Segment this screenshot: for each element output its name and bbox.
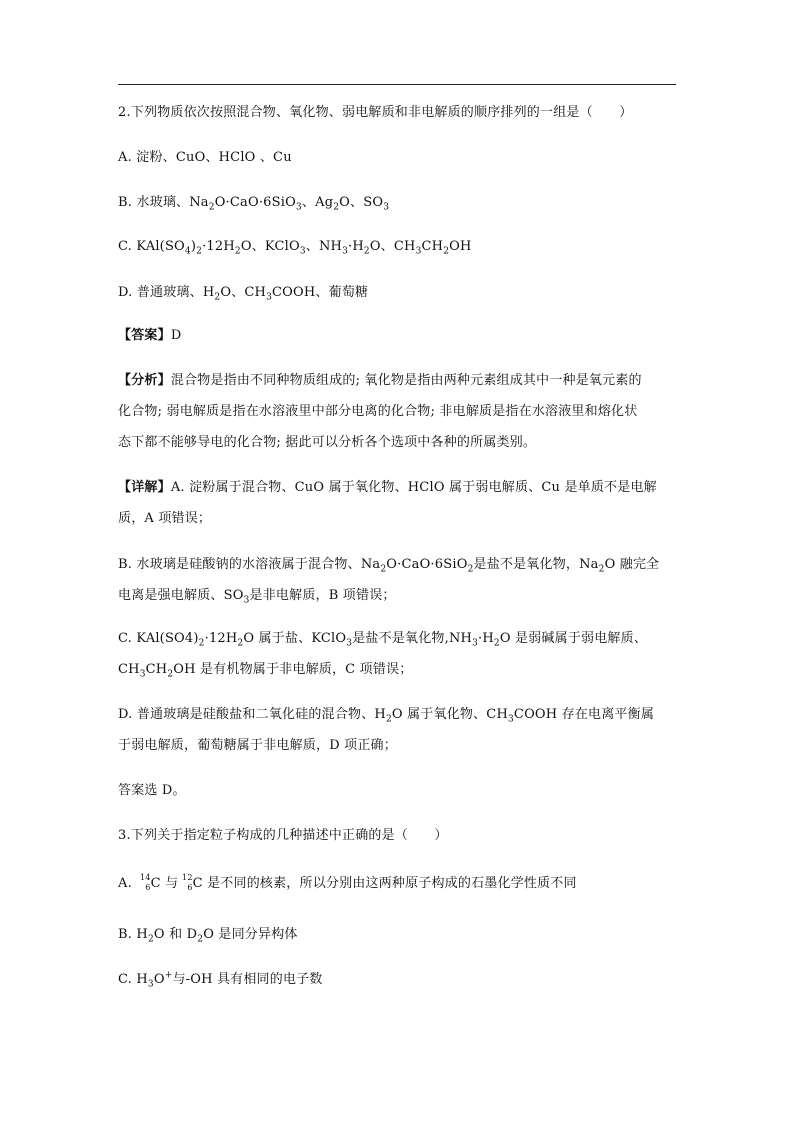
answer-line xyxy=(118,327,181,345)
analysis-label: 【分析】 xyxy=(118,373,171,388)
analysis-line-3: 态下都不能够导电的化合物; 据此可以分析各个选项中各种的所属类别。 xyxy=(118,435,537,450)
detail-label: 【详解】 xyxy=(118,480,171,495)
detail-b-line-2: 电离是强电解质、$SO_3$是非电解质，B 项错误； xyxy=(118,588,396,606)
detail-a-line-1: 【详解】A. 淀粉属于混合物、CuO 属于氧化物、HClO 属于弱电解质、Cu 是单质不是电解 xyxy=(118,480,657,495)
q3-stem: 3.下列关于指定粒子构成的几种描述中正确的是（ ） xyxy=(118,828,448,843)
analysis-line-2: 化合物; 弱电解质是指在水溶液里中部分电离的化合物; 非电解质是指在水溶液里和熔化状 xyxy=(118,404,638,419)
isotope-c14: 14 6 xyxy=(140,873,151,892)
detail-d-line-1: D. 普通玻璃是硅酸盐和二氧化硅的混合物、$H_2O$ 属于氧化物、$CH_3COOH$ 存在电离平衡属 xyxy=(118,707,655,725)
detail-d-line-2: 于弱电解质，葡萄糖属于非电解质，D 项正确； xyxy=(118,738,397,753)
q3-option-b: B. $H_2O$ 和 $D_2O$ 是同分异构体 xyxy=(118,927,298,945)
q3-option-a: A. 14 6 C 与 12 6 C 是不同的核素，所以分别由这两种原子构成的石墨化学性质不同 xyxy=(118,873,577,892)
detail-c-line-2: $CH_3CH_2OH$ 是有机物属于非电解质，C 项错误； xyxy=(118,662,413,680)
q3-option-c: C. $H_3O^+$与-OH 具有相同的电子数 xyxy=(118,970,323,990)
q2-option-a: A. 淀粉、CuO、HClO 、Cu xyxy=(118,150,292,165)
analysis-line-1: 【分析】混合物是指由不同种物质组成的; 氧化物是指由两种元素组成其中一种是氧元素的 xyxy=(118,373,642,388)
header-rule xyxy=(118,84,676,85)
answer-label: 【答案】 xyxy=(118,328,171,343)
conclusion-line: 答案选 D。 xyxy=(118,783,186,798)
q2-option-b: B. 水玻璃、$Na_2O\cdot CaO\cdot 6SiO_3$、$Ag_2O$、$SO_3$ xyxy=(118,195,390,213)
q2-stem: 2.下列物质依次按照混合物、氧化物、弱电解质和非电解质的顺序排列的一组是（ ） xyxy=(118,105,633,120)
detail-a-line-2: 质，A 项错误； xyxy=(118,511,212,526)
detail-c-line-1: C. $KAl(SO4)_2\cdot 12H_2O$ 属于盐、KClO$_3$是盐不是氧化物$,NH_3\cdot H_2O$ 是弱碱属于弱电解质、 xyxy=(118,631,648,649)
detail-b-line-1: B. 水玻璃是硅酸钠的水溶液属于混合物、$Na_2O\cdot CaO\cdot 6SiO_2$是盐不是氧化物，$Na_2O$ 融完全 xyxy=(118,557,660,575)
q2-option-c: C. $KAl(SO_4)_2\cdot 12H_2O$、KClO$_3$、$NH_3\cdot H_2O$、$CH_3CH_2OH$ xyxy=(118,239,472,257)
answer-value: D xyxy=(170,328,182,343)
q2-option-d: D. 普通玻璃、$H_2O$、$CH_3COOH$、葡萄糖 xyxy=(118,285,369,303)
isotope-c12: 12 6 xyxy=(182,873,193,892)
